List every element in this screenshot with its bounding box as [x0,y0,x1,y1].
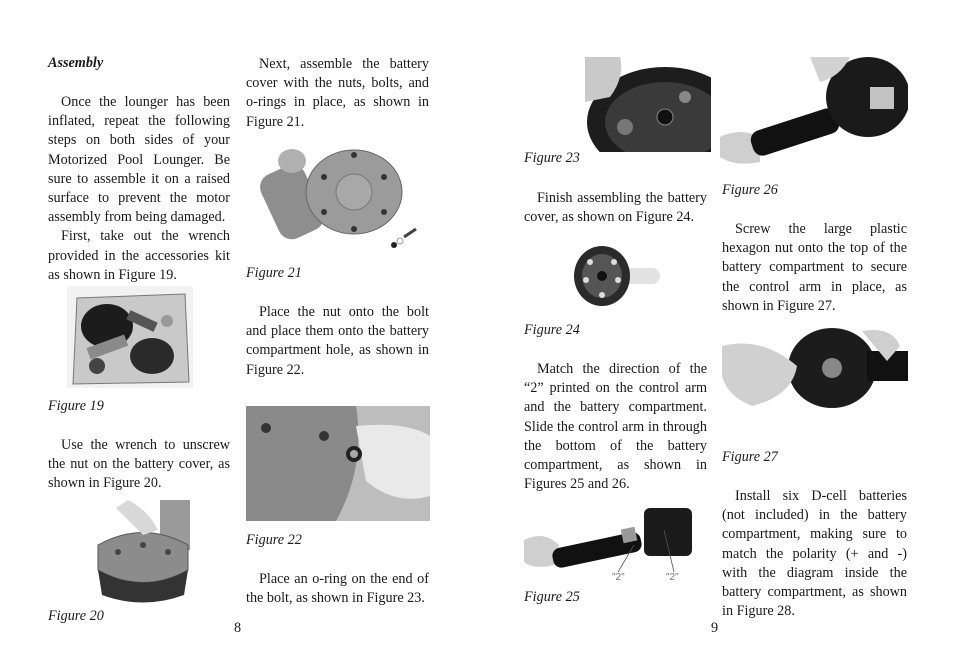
figure-20-caption: Figure 20 [48,608,104,624]
figure-26-caption: Figure 26 [722,182,778,198]
figure-21-caption: Figure 21 [246,265,302,281]
paragraph-assemble-cover: Next, assemble the battery cover with the nuts, bolts, and o-rings in place, as shown in Figure 21. [246,56,429,130]
figure-25-label-a: "2" [612,572,625,583]
paragraph-batteries: Install six D-cell batteries (not included) in the battery compartment, making sure to match the polarity (+ and -) with the diagram inside the battery compartment, as shown in Figure 28. [722,488,907,620]
column-4-text-a [722,220,907,316]
figure-20-photo [88,500,198,606]
figure-22-photo [246,406,430,521]
column-2-text-c [246,570,429,608]
page-number-left: 8 [234,620,242,636]
figure-24-photo [570,240,662,310]
paragraph-finish-cover: Finish assembling the battery cover, as shown on Figure 24. [524,190,707,226]
column-3-text-a [524,189,707,227]
figure-25-photo [524,500,694,584]
column-1-text-b [48,436,230,494]
figure-25-caption: Figure 25 [524,589,580,605]
figure-23-photo [585,57,711,152]
column-2-text-b [246,303,429,380]
section-heading: Assembly [48,55,104,71]
figure-19-caption: Figure 19 [48,398,104,414]
column-1-text-a [48,93,230,285]
page-number-right: 9 [711,620,719,636]
figure-25-label-b: "2" [666,572,679,583]
paragraph-wrench: First, take out the wrench provided in the accessories kit as shown in Figure 19. [48,228,230,283]
paragraph-inflated: Once the lounger has been inflated, repeat the following steps on both sides of your Motorized Pool Lounger. Be sure to assemble it on a raised surface to prevent the motor assembly from being damaged. [48,94,230,226]
paragraph-unscrew: Use the wrench to unscrew the nut on the battery cover, as shown in Figure 20. [48,437,230,492]
column-3-text-b [524,360,707,494]
paragraph-place-nut: Place the nut onto the bolt and place them onto the battery compartment hole, as shown in Figure 22. [246,304,429,378]
figure-26-photo [720,57,908,167]
column-2-text-a [246,55,429,132]
paragraph-hexagon-nut: Screw the large plastic hexagon nut onto the top of the battery compartment to secure the control arm in place, as shown in Figure 27. [722,221,907,314]
figure-24-caption: Figure 24 [524,322,580,338]
figure-23-caption: Figure 23 [524,150,580,166]
figure-19-photo [67,286,193,388]
paragraph-match-direction: Match the direction of the “2” printed on the control arm and the battery compartment. Slide the control arm in through the bottom of the battery compartment, as shown in Figures 25 and 26. [524,361,707,493]
figure-27-photo [722,316,908,422]
figure-27-caption: Figure 27 [722,449,778,465]
paragraph-oring: Place an o-ring on the end of the bolt, as shown in Figure 23. [246,571,429,607]
figure-21-photo [254,137,424,259]
column-4-text-b [722,487,907,621]
figure-22-caption: Figure 22 [246,532,302,548]
